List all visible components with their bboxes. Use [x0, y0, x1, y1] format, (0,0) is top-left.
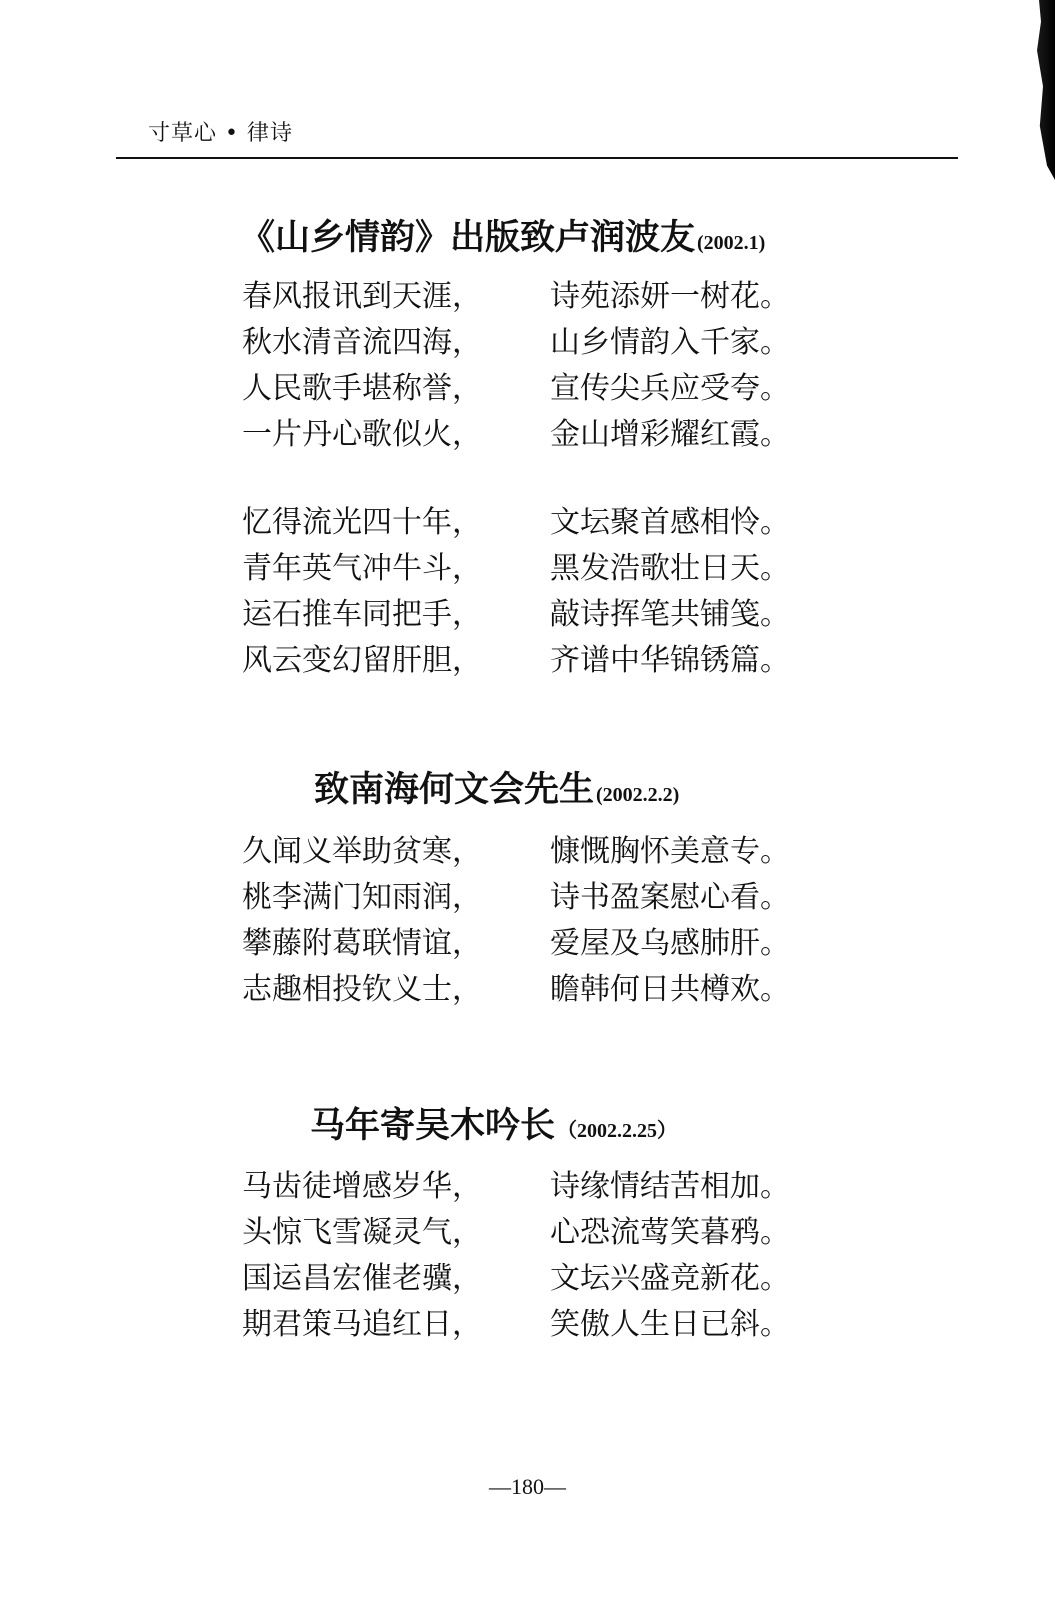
poem-title-text: 《山乡情韵》出版致卢润波友: [240, 218, 696, 258]
verse-second-half: 爱屋及乌感肺肝。: [550, 926, 790, 961]
verse-first-half: 运石推车同把手，: [242, 597, 482, 632]
verse-second-half: 黑发浩歌壮日天。: [550, 551, 790, 586]
poem-date: (2002.1): [697, 232, 766, 254]
verse-second-half: 文坛聚首感相怜。: [550, 505, 790, 540]
poem-body-3: [242, 1160, 862, 1344]
verse-second-half: 瞻韩何日共樽欢。: [550, 972, 790, 1007]
page-number: —180—: [489, 1474, 566, 1499]
verse-first-half: 春风报讯到天涯，: [242, 279, 482, 314]
verse-second-half: 诗书盈案慰心看。: [550, 880, 790, 915]
verse-first-half: 马齿徒增感岁华，: [242, 1169, 482, 1204]
verse-line: [242, 362, 862, 408]
verse-line: [242, 1160, 862, 1206]
stanza: [242, 1160, 862, 1344]
verse-first-half: 头惊飞雪凝灵气，: [242, 1215, 482, 1250]
stanza: [242, 496, 862, 680]
poem-title-text: 马年寄吴木吟长: [310, 1106, 556, 1146]
verse-first-half: 志趣相投钦义士，: [242, 972, 482, 1007]
verse-first-half: 忆得流光四十年，: [242, 505, 482, 540]
verse-second-half: 山乡情韵入千家。: [550, 325, 790, 360]
verse-first-half: 期君策马追红日，: [242, 1307, 482, 1342]
verse-first-half: 秋水清音流四海，: [242, 325, 482, 360]
verse-first-half: 攀藤附葛联情谊，: [242, 926, 482, 961]
verse-line: [242, 1298, 862, 1344]
poem-body-1: [242, 270, 862, 680]
poem-title-3: [310, 1098, 677, 1148]
verse-first-half: 桃李满门知雨润，: [242, 880, 482, 915]
verse-first-half: 国运昌宏催老骥，: [242, 1261, 482, 1296]
verse-second-half: 敲诗挥笔共铺笺。: [550, 597, 790, 632]
verse-line: [242, 496, 862, 542]
poem-title-1: [240, 210, 765, 260]
verse-second-half: 齐谱中华锦锈篇。: [550, 643, 790, 678]
verse-line: [242, 408, 862, 454]
verse-second-half: 诗苑添妍一树花。: [550, 279, 790, 314]
running-header: 寸草心 • 律诗: [148, 121, 293, 146]
verse-second-half: 宣传尖兵应受夸。: [550, 371, 790, 406]
verse-second-half: 心恐流莺笑暮鸦。: [550, 1215, 790, 1250]
verse-second-half: 笑傲人生日已斜。: [550, 1307, 790, 1342]
poem-date: （2002.2.25）: [557, 1120, 678, 1142]
verse-second-half: 慷慨胸怀美意专。: [550, 834, 790, 869]
verse-line: [242, 963, 862, 1009]
stanza: [242, 825, 862, 1009]
verse-second-half: 诗缘情结苦相加。: [550, 1169, 790, 1204]
header-rule: [116, 157, 958, 159]
poem-date: (2002.2.2): [596, 784, 680, 806]
verse-first-half: 青年英气冲牛斗，: [242, 551, 482, 586]
verse-first-half: 人民歌手堪称誉，: [242, 371, 482, 406]
verse-line: [242, 634, 862, 680]
verse-line: [242, 825, 862, 871]
poem-title-2: [314, 762, 679, 812]
verse-first-half: 一片丹心歌似火，: [242, 417, 482, 452]
verse-line: [242, 871, 862, 917]
verse-line: [242, 1252, 862, 1298]
verse-line: [242, 588, 862, 634]
verse-first-half: 久闻义举助贫寒，: [242, 834, 482, 869]
verse-line: [242, 1206, 862, 1252]
poem-body-2: [242, 825, 862, 1009]
poem-title-text: 致南海何文会先生: [314, 770, 595, 810]
verse-line: [242, 270, 862, 316]
stanza: [242, 270, 862, 454]
page-edge-shadow: [1015, 0, 1055, 180]
verse-second-half: 文坛兴盛竞新花。: [550, 1261, 790, 1296]
verse-first-half: 风云变幻留肝胆，: [242, 643, 482, 678]
verse-line: [242, 316, 862, 362]
verse-line: [242, 917, 862, 963]
verse-line: [242, 542, 862, 588]
verse-second-half: 金山增彩耀红霞。: [550, 417, 790, 452]
